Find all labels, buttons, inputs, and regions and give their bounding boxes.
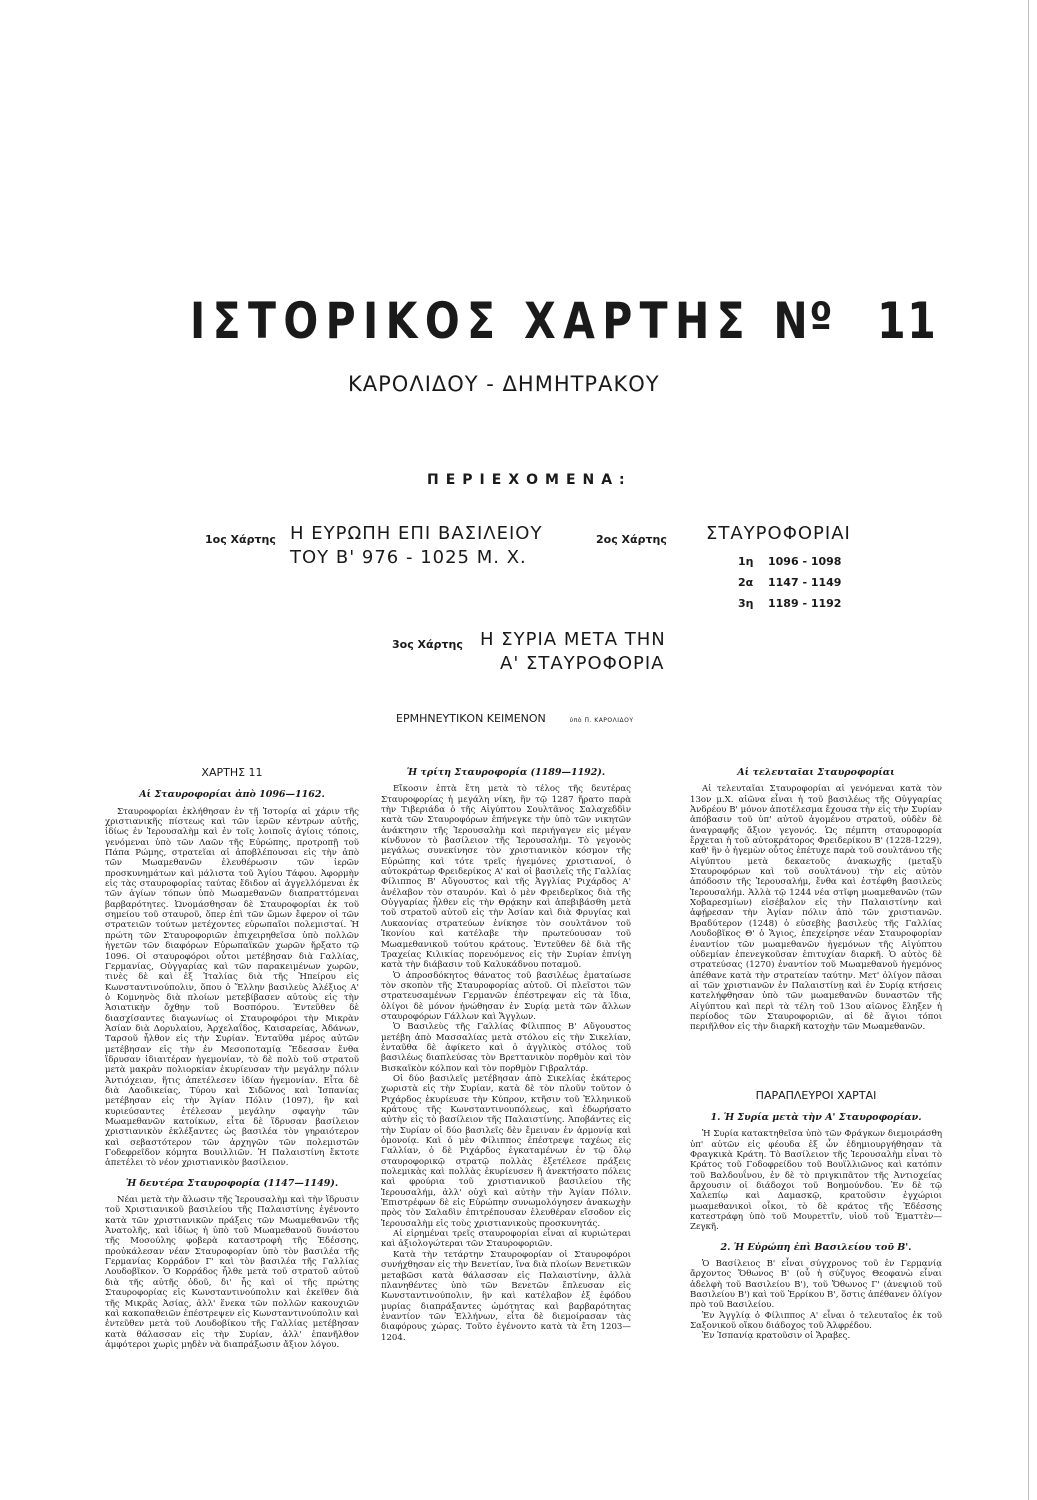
title-text: ΙΣΤΟΡΙΚΟΣ ΧΑΡΤΗΣ (190, 292, 753, 350)
crusade-ordinal: 3η (738, 597, 754, 610)
crusade-row (738, 555, 841, 568)
section-title: 1. Ἡ Συρία μετὰ τὴν Α' Σταυροφορίαν. (710, 1111, 922, 1123)
section-title: Αἱ τελευταῖαι Σταυροφορίαι (737, 767, 895, 778)
crusade-ordinal: 1η (738, 555, 754, 568)
column-heading: ΧΑΡΤΗΣ 11 (201, 766, 263, 779)
authors: ΚΑΡΟΛΙΔΟΥ - ΔΗΜΗΤΡΑΚΟΥ (348, 372, 660, 396)
map3-title (480, 628, 666, 676)
paragraph: Ὁ ἀπροσδόκητος θάνατος τοῦ βασιλέως ἐματαίωσε τὸν σκοπὸν τῆς Σταυροφορίας αὐτοῦ. Οἱ πλεῖστοι τῶν στρατευσαμένων Γερμανῶν ἐπέστρεψαν εἰς τὰ ἴδια, ὀλίγοι δὲ μόνον ἠνώθησαν ἐν Συρίᾳ μετὰ τῶν ἄλλων σταυροφόρων Γάλλων καὶ Ἄγγλων. (381, 970, 631, 1022)
map1-title (290, 522, 542, 570)
paragraph: Ὁ Βασιλεὺς τῆς Γαλλίας Φίλιππος Β' Αὔγουστος μετέβη ἀπὸ Μασσαλίας μετὰ στόλου εἰς τὴν Σικελίαν, ἐνταῦθα δὲ ἀφίκετο καὶ ὁ ἀγγλικὸς στόλος τοῦ βασιλέως διαπλεύσας τὸν Βρεττανικὸν πορθμὸν καὶ τὸν Βισκαϊκὸν κόλπον καὶ τὸν πορθμὸν Γιβραλτάρ. (381, 1022, 631, 1074)
contents-label: ΠΕΡΙΕΧΟΜΕΝΑ: (427, 472, 632, 488)
map3-title-line2: Α' ΣΤΑΥΡΟΦΟΡΙΑ (500, 653, 665, 674)
commentary-title: ΕΡΜΗΝΕΥΤΙΚΟΝ ΚΕΙΜΕΝΟΝ (396, 712, 546, 725)
map1-label: 1ος Χάρτης (205, 533, 276, 546)
section-title: Αἱ Σταυροφορίαι ἀπὸ 1096—1162. (139, 789, 325, 801)
side-maps-heading: ΠΑΡΑΠΛΕΥΡΟΙ ΧΑΡΤΑΙ (755, 1088, 877, 1102)
text-column-3 (690, 768, 942, 1342)
map2-title: ΣΤΑΥΡΟΦΟΡΙΑΙ (706, 523, 851, 544)
paragraph: Κατὰ τὴν τετάρτην Σταυροφορίαν οἱ Σταυροφόροι συνήχθησαν εἰς τὴν Βενετίαν, ἵνα διὰ πλοίων Βενετικῶν μεταβῶσι κατὰ θάλασσαν εἰς Παλαιστίνην, ἀλλὰ πλανηθέντες ὑπὸ τῶν Βενετῶν ἔπλευσαν εἰς Κωνσταντινούπολιν, ἣν καὶ κατέλαβον ἐξ ἐφόδου μυρίας διαπράξαντες ὠμότητας καὶ βαρβαρότητας ἐναντίον τῶν Ἑλλήνων, εἶτα δὲ διεμοίρασαν τὰς διαφόρους χώρας. Τοῦτο ἐγένοντο κατὰ τὰ ἔτη 1203—1204. (381, 1249, 631, 1343)
map1-title-line1: Η ΕΥΡΩΠΗ ΕΠΙ ΒΑΣΙΛΕΙΟΥ (290, 523, 543, 544)
crusade-ordinal: 2α (738, 576, 754, 589)
section-text: Ἐν Ἰσπανίᾳ κρατοῦσιν οἱ Ἄραβες. (702, 1331, 851, 1342)
section-text: Νέαι μετὰ τὴν ἅλωσιν τῆς Ἱερουσαλὴμ καὶ τὴν ἵδρυσιν τοῦ Χριστιανικοῦ βασιλείου τῆς Παλαιστίνης ἐγένοντο κατὰ τῶν χριστιανικῶν πράξεις τῶν Μωαμεθανῶν τῆς Ἀνατολῆς, καὶ ἰδίως ἡ ὑπὸ τοῦ Μωαμεθανοῦ δυνάστου τῆς Μοσούλης φοβερὰ καταστροφὴ τῆς Ἐδέσσης, προὐκάλεσαν νέαν Σταυροφορίαν ὑπὸ τὸν βασιλέα τῆς Γερμανίας Κορράδον Γ' καὶ τὸν βασιλέα τῆς Γαλλίας Λουδοβῖκον. Ὁ Κορράδος ἦλθε μετὰ τοῦ στρατοῦ αὐτοῦ διὰ τῆς αὐτῆς ὁδοῦ, δι' ἧς καὶ οἱ τῆς πρώτης Σταυροφορίας εἰς Κωνσταντινούπολιν καὶ ἐκεῖθεν διὰ τῆς Μικρᾶς Ἀσίας, ἀλλ' ἕνεκα τῶν πολλῶν κακουχιῶν καὶ κακοπαθειῶν ἐπέστρεψεν εἰς Κωνσταντινούπολιν καὶ ἐντεῦθεν μετὰ τοῦ Λουδοβίκου τῆς Γαλλίας μετέβησαν κατὰ θάλασσαν εἰς τὴν Συρίαν, ἀλλ' ἐπανῆλθον ἀμφότεροι χωρὶς μηδὲν νὰ διαπράξωσιν ἄξιον λόγου. (105, 1195, 359, 1350)
section-title: Ἡ δευτέρα Σταυροφορία (1147—1149). (125, 1177, 339, 1189)
paragraph: Αἱ εἰρημέναι τρεῖς σταυροφορίαι εἶναι αἱ κυριώτεραι καὶ ἀξιολογώτεραι τῶν Σταυροφοριῶν. (381, 1229, 631, 1250)
crusade-row (738, 576, 841, 589)
section-text: Ἐν Ἀγγλίᾳ ὁ Φίλιππος Α' εἶναι ὁ τελευταῖος ἐκ τοῦ Σαξονικοῦ οἴκου διάδοχος τοῦ Ἀλφρέδου. (690, 1310, 942, 1332)
crusade-row (738, 597, 841, 610)
text-column-2 (381, 768, 631, 1343)
commentary-byline: ὑπὸ Π. ΚΑΡΟΛΙΔΟΥ (569, 717, 634, 724)
section-title: Ἡ τρίτη Σταυροφορία (1189—1192). (406, 767, 606, 778)
section-text: Σταυροφορίαι ἐκλήθησαν ἐν τῇ Ἱστορίᾳ αἱ χάριν τῆς χριστιανικῆς πίστεως καὶ τῶν ἱερῶν κέντρων αὐτῆς, ἰδίως ἐν Ἱερουσαλὴμ καὶ ἐν τοῖς λοιποῖς ἁγίοις τόποις, γενόμεναι ὑπὸ τῶν Λαῶν τῆς Εὐρώπης, προτροπῇ τοῦ Πάπα Ρώμης, στρατεῖαι αἱ ἀποβλέπουσαι εἰς τὴν ἀπὸ τῶν Μωαμεθανῶν ἐλευθέρωσιν τῶν ἱερῶν προσκυνημάτων καὶ μάλιστα τοῦ Ἁγίου Τάφου. Ἀφορμὴν εἰς τὰς σταυροφορίας ταύτας ἔδιδον αἱ ἀγγελλόμεναι ἐκ τῶν ἁγίων τόπων ὑπὸ Μωαμεθανῶν διαπραττόμεναι βαρβαρότητες. Ὠνομάσθησαν δὲ Σταυροφορίαι ἐκ τοῦ σημείου τοῦ σταυροῦ, ὅπερ ἐπὶ τῶν ὤμων ἔφερον οἱ τῶν στρατειῶν τούτων μετέχοντες εὐρωπαῖοι πολεμισταί. Ἡ πρώτη τῶν Σταυροφοριῶν ἐπιχειρηθεῖσα ὑπὸ πολλῶν ἡγετῶν τῶν διαφόρων Εὐρωπαϊκῶν χωρῶν ἤρξατο τῷ 1096. Οἱ σταυροφόροι οὗτοι μετέβησαν διὰ Γαλλίας, Γερμανίας, Οὑγγαρίας καὶ τῶν παρακειμένων χωρῶν, τινὲς δὲ καὶ ἐξ Ἰταλίας διὰ τῆς Ἠπείρου εἰς Κωνσταντινούπολιν, ὅπου ὁ Ἕλλην βασιλεὺς Ἀλέξιος Α' ὁ Κομνηνὸς διὰ πλοίων μετεβίβασεν αὐτοὺς εἰς τὴν Ἀσιατικὴν ὄχθην τοῦ Βοσπόρου. Ἐντεῦθεν δὲ διασχίσαντες διαγωνίως οἱ Σταυροφόροι τὴν Μικρὰν Ἀσίαν διὰ Δορυλαίου, Ἀρχελαΐδος, Καισαρείας, Ἀδάνων, Ταρσοῦ ἦλθον εἰς τὴν Συρίαν. Ἐνταῦθα μέρος αὐτῶν μετέβησαν εἰς τὴν ἐν Μεσοποταμίᾳ Ἔδεσσαν ἔνθα ἵδρυσαν ἰδιαιτέραν ἡγεμονίαν, τὸ δὲ πολὺ τοῦ στρατοῦ μετὰ μακρὰν πολιορκίαν ἐκυρίευσαν τὴν μεγάλην πόλιν Ἀντιόχειαν, ἥτις ἀπετέλεσεν ἰδίαν ἡγεμονίαν. Εἶτα δὲ διὰ Λαοδικείας, Τύρου καὶ Σιδῶνος καὶ Ἰσπανίας μετέβησαν εἰς τὴν Ἁγίαν Πόλιν (1097), ἣν καὶ κυριεύσαντες ἐτέλεσαν μεγάλην σφαγὴν τῶν Μωαμεθανῶν κατοίκων, εἶτα δὲ ἵδρυσαν βασίλειον χριστιανικὸν ἐκλέξαντες ὡς βασιλέα τὸν γηραιότερον καὶ σεβαστότερον τῶν ἀρχηγῶν τῶν πολεμιστῶν Γοδεφρεῖδον κόμητα Βουιλλιῶν. Ἡ Παλαιστίνη ἔκτοτε ἀπετέλει τὸ νέον χριστιανικὸν βασίλειον. (105, 806, 359, 1169)
title-number-sign: Nº (773, 292, 835, 350)
paragraph: Εἴκοσιν ἑπτὰ ἔτη μετὰ τὸ τέλος τῆς δευτέρας Σταυροφορίας ἡ μεγάλη νίκη, ἣν τῷ 1287 ἤρατο παρὰ τὴν Τιβεριάδα ὁ τῆς Αἰγύπτου Σουλτᾶνος Σαλαχεδδὶν κατὰ τῶν Σταυροφόρων ἐπήνεγκε τὴν ὑπὸ τῶν νικητῶν ἀνάκτησιν τῆς Ἱερουσαλὴμ καὶ περιήγαγεν εἰς μέγαν κίνδυνον τὸ βασίλειον τῆς Ἱερουσαλήμ. Τὸ γεγονὸς μεγάλως συνεκίνησε τὸν χριστιανικὸν κόσμον τῆς Εὐρώπης καὶ τότε τρεῖς ἡγεμόνες χριστιανοί, ὁ αὐτοκράτωρ Φρειδερίκος Α' καὶ οἱ βασιλεῖς τῆς Γαλλίας Φίλιππος Β' Αὔγουστος καὶ τῆς Ἀγγλίας Ριχάρδος Α' ἀνέλαβον τὸν σταυρόν. Καὶ ὁ μὲν Φρειδερῖκος διὰ τῆς Οὑγγαρίας ἦλθεν εἰς τὴν Θρᾴκην καὶ ἀπεβιβάσθη μετὰ τοῦ στρατοῦ αὐτοῦ εἰς τὴν Ἀσίαν καὶ διὰ Φρυγίας καὶ Λυκαονίας στρατεύων ἐνίκησε τὸν σουλτᾶνον τοῦ Ἰκονίου καὶ κατέλαβε τὴν πρωτεύουσαν τοῦ Μωαμεθανικοῦ τούτου κράτους. Ἐντεῦθεν δὲ διὰ τῆς Τραχείας Κιλικίας πορευόμενος εἰς τὴν Συρίαν ἐπνίγη κατὰ τὴν διάβασιν τοῦ Καλυκάδνου ποταμοῦ. (381, 784, 631, 971)
section-title: 2. Ἡ Εὐρώπη ἐπὶ Βασιλείου τοῦ Β'. (720, 1241, 912, 1253)
scan-edge-line (1028, 0, 1029, 1500)
title-number: 11 (877, 292, 938, 350)
map1-title-line2: ΤΟΥ Β' 976 - 1025 Μ. Χ. (290, 547, 527, 568)
crusade-years: 1096 - 1098 (768, 555, 842, 568)
commentary-heading (396, 712, 634, 725)
page-title (190, 292, 938, 350)
crusade-years: 1189 - 1192 (768, 597, 842, 610)
map2-label: 2ος Χάρτης (596, 533, 667, 546)
paragraph: Οἱ δύο βασιλεῖς μετέβησαν ἀπὸ Σικελίας ἑκάτερος χωριστὰ εἰς τὴν Συρίαν, κατὰ δὲ τὸν πλοῦν τοῦτον ὁ Ριχάρδος ἐκυρίευσε τὴν Κύπρον, κτῆσιν τοῦ Ἑλληνικοῦ κράτους τῆς Κωνσταντινουπόλεως, καὶ ἐδωρήσατο αὐτὴν εἰς τὸ βασίλειον τῆς Παλαιστίνης. Ἀποβάντες εἰς τὴν Συρίαν οἱ δύο βασιλεῖς δὲν ἔμειναν ἐν ἁρμονίᾳ καὶ ὁμονοίᾳ. Καὶ ὁ μὲν Φίλιππος ἐπέστρεψε ταχέως εἰς Γαλλίαν, ὁ δὲ Ριχάρδος ἐγκαταμένων ἐν τῷ ὅλῳ σταυροφορικῷ στρατῷ πολλὰς ἐξετέλεσε πράξεις πολεμικὰς καὶ πολλὰς ἐκυρίευσεν ἢ ἀνεκτήσατο πόλεις καὶ φρούρια τοῦ χριστιανικοῦ βασιλείου τῆς Ἱερουσαλήμ, ἀλλ' οὐχὶ καὶ αὐτὴν τὴν Ἁγίαν Πόλιν. Ἐπιστρέφων δὲ εἰς Εὐρώπην συνωμολόγησεν ἀνακωχὴν πρὸς τὸν Σαλαδὶν ἐπιτρέπουσαν ἐλευθέραν εἴσοδον εἰς Ἱερουσαλὴμ εἰς τοὺς χριστιανικοὺς προσκυνητάς. (381, 1073, 631, 1229)
section-text: Ἡ Συρία κατακτηθεῖσα ὑπὸ τῶν Φράγκων διεμοιράσθη ὑπ' αὐτῶν εἰς φέουδα ἐξ ὧν ἐδημιουργήθησαν τὰ Φραγκικὰ Κράτη. Τὸ Βασίλειον τῆς Ἱερουσαλὴμ εἶναι τὸ Κράτος τοῦ Γοδοφρείδου τοῦ Βουϊλλιῶνος καὶ κατόπιν τοῦ Βαλδουΐνου, ἐν δὲ τὸ πριγκιπᾶτον τῆς Ἀντιοχείας ἄρχουσιν οἱ διάδοχοι τοῦ Βοημούνδου. Ἐν δὲ τῷ Χαλεπίῳ καὶ Δαμασκῷ, κρατοῦσιν ἐγχώριοι μωαμεθανικοὶ οἶκοι, τὸ δὲ κράτος τῆς Ἐδέσσης κατεστράφη ὑπὸ τοῦ Μουρεττῖν, υἱοῦ τοῦ Ἐματτὲν—Ζεγκῆ. (690, 1129, 942, 1233)
map3-title-line1: Η ΣΥΡΙΑ ΜΕΤΑ ΤΗΝ (480, 629, 666, 650)
crusade-years: 1147 - 1149 (768, 576, 842, 589)
section-text: Ὁ Βασίλειος Β' εἶναι σύγχρονος τοῦ ἐν Γερμανίᾳ ἄρχοντος Ὄθωνος Β' (οὗ ἡ σύζυγος Θεοφανὼ εἶναι ἀδελφὴ τοῦ Βασιλείου Β'), τοῦ Ὄθωνος Γ' (ἀνεψιοῦ τοῦ Βασιλείου Β') καὶ τοῦ Ἐρρίκου Β', ὅστις ἀπέθανεν ὀλίγον πρὸ τοῦ Βασιλείου. (690, 1259, 942, 1311)
text-column-1 (105, 768, 359, 1350)
map3-label: 3ος Χάρτης (392, 638, 463, 651)
section-text: Αἱ τελευταῖαι Σταυροφορίαι αἱ γενόμεναι κατὰ τὸν 13ον μ.Χ. αἰῶνα εἶναι ἡ τοῦ βασιλέως τῆς Οὑγγαρίας Ἀνδρέου Β' μόνον ἀποτέλεσμα ἔχουσα τὴν εἰς τὴν Συρίαν ἀπόβασιν τοῦ ὑπ' αὐτοῦ ἀγομένου στρατοῦ, οὐδὲν δὲ ἀναγραφῆς ἄξιον γεγονός. Ὡς πέμπτη σταυροφορία ἔρχεται ἡ τοῦ αὐτοκράτορος Φρειδερίκου Β' (1228-1229), καθ' ἣν ὁ ἡγεμὼν οὗτος ἐπέτυχε παρὰ τοῦ σουλτάνου τῆς Αἰγύπτου μετὰ δεκαετοῦς ἀνακωχῆς (μεταξὺ Σταυροφόρων καὶ τοῦ σουλτάνου) τὴν εἰς αὐτὸν ἀπόδοσιν τῆς Ἱερουσαλήμ, ἔνθα καὶ ἐστέφθη βασιλεὺς Ἱερουσαλήμ. Ἀλλὰ τῷ 1244 νέα στῖφη μωαμεθανῶν (τῶν Χοβαρεσμίων) εἰσέβαλον εἰς τὴν Παλαιστίνην καὶ ἀφῄρεσαν τὴν Ἁγίαν πόλιν ἀπὸ τῶν χριστιανῶν. Βραδύτερον (1248) ὁ εὐσεβὴς βασιλεὺς τῆς Γαλλίας Λουδοβῖκος Θ' ὁ Ἅγιος, ἐπεχείρησε νέαν Σταυροφορίαν ἐναντίον τῶν μωαμεθανῶν ἡγεμόνων τῆς Αἰγύπτου οὐδεμίαν ἐπενεγκοῦσαν ἐπιτυχίαν διαρκῆ. Ὁ αὐτὸς δὲ στρατεύσας (1270) ἐναντίον τοῦ Μωαμεθανοῦ ἡγεμόνος ἀπέθανε κατὰ τὴν στρατείαν ταύτην. Μετ' ὀλίγον πᾶσαι αἱ τῶν χριστιανῶν ἐν Παλαιστίνῃ καὶ ἐν Συρίᾳ κτήσεις κατελήφθησαν ὑπὸ τῶν μωαμεθανῶν δυναστῶν τῆς Αἰγύπτου καὶ περὶ τὰ τέλη τοῦ 13ου αἰῶνος ἔληξεν ἡ περίοδος τῶν Σταυροφοριῶν, αἱ δὲ ἅγιοι τόποι περιῆλθον εἰς τὴν διαρκῆ κατοχὴν τῶν Μωαμεθανῶν. (690, 784, 942, 1033)
